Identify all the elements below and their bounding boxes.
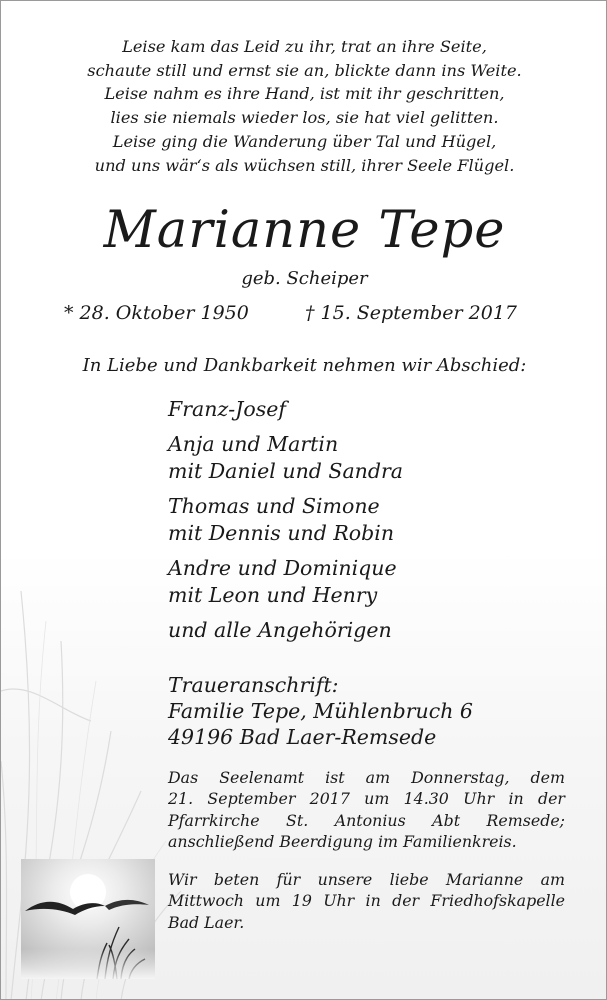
paragraph-line: Bad Laer. <box>168 912 245 932</box>
seagull-photo <box>21 859 155 979</box>
mourning-address <box>168 672 473 750</box>
poem <box>1 35 607 177</box>
mourner-group <box>168 431 403 485</box>
deceased-name: Marianne Tepe <box>103 201 506 260</box>
mourner-line: mit Leon und Henry <box>168 583 378 607</box>
poem-line: Leise nahm es ihre Hand, ist mit ihr geschritten, <box>104 84 505 104</box>
mourner-line: Franz-Josef <box>168 397 286 421</box>
mourner-group <box>168 493 403 547</box>
farewell-text: In Liebe und Dankbarkeit nehmen wir Abschied: <box>82 355 527 376</box>
prayer-paragraph <box>168 869 565 933</box>
mourner-line: Thomas und Simone <box>168 494 380 518</box>
death-date: † 15. September 2017 <box>305 302 517 324</box>
mourner-group <box>168 617 403 644</box>
address-line: 49196 Bad Laer-Remsede <box>168 725 437 749</box>
address-line: Familie Tepe, Mühlenbruch 6 <box>168 699 473 723</box>
mourner-line: mit Dennis und Robin <box>168 521 395 545</box>
poem-line: schaute still und ernst sie an, blickte dann ins Weite. <box>87 60 522 80</box>
maiden-name: geb. Scheiper <box>241 268 368 289</box>
mourner-line: mit Daniel und Sandra <box>168 459 404 483</box>
mourner-line: Anja und Martin <box>168 432 339 456</box>
mourner-line: und alle Angehörigen <box>168 618 392 642</box>
poem-line: lies sie niemals wieder los, sie hat viel gelitten. <box>110 108 499 128</box>
poem-line: Leise ging die Wanderung über Tal und Hügel, <box>112 131 497 151</box>
mourner-line: Andre und Dominique <box>168 556 397 580</box>
birth-date: * 28. Oktober 1950 <box>64 302 249 324</box>
address-label: Traueranschrift: <box>168 673 339 697</box>
mourner-group <box>168 396 403 423</box>
poem-line: und uns wär‘s als wüchsen still, ihrer Seele Flügel. <box>94 155 515 175</box>
paragraph-line: Mittwoch um 19 Uhr in der Friedhofskapelle <box>168 891 565 911</box>
paragraph-line: 21. September 2017 um 14.30 Uhr in der <box>168 789 565 809</box>
requiem-paragraph <box>168 767 565 852</box>
paragraph-line: Wir beten für unsere liebe Marianne am <box>168 870 565 889</box>
mourners-list <box>168 396 403 652</box>
paragraph-line: anschließend Beerdigung im Familienkreis. <box>168 831 517 851</box>
paragraph-line: Das Seelenamt ist am Donnerstag, dem <box>168 768 565 787</box>
paragraph-line: Pfarrkirche St. Antonius Abt Remsede; <box>168 810 565 830</box>
mourner-group <box>168 555 403 609</box>
poem-line: Leise kam das Leid zu ihr, trat an ihre Seite, <box>122 37 487 56</box>
